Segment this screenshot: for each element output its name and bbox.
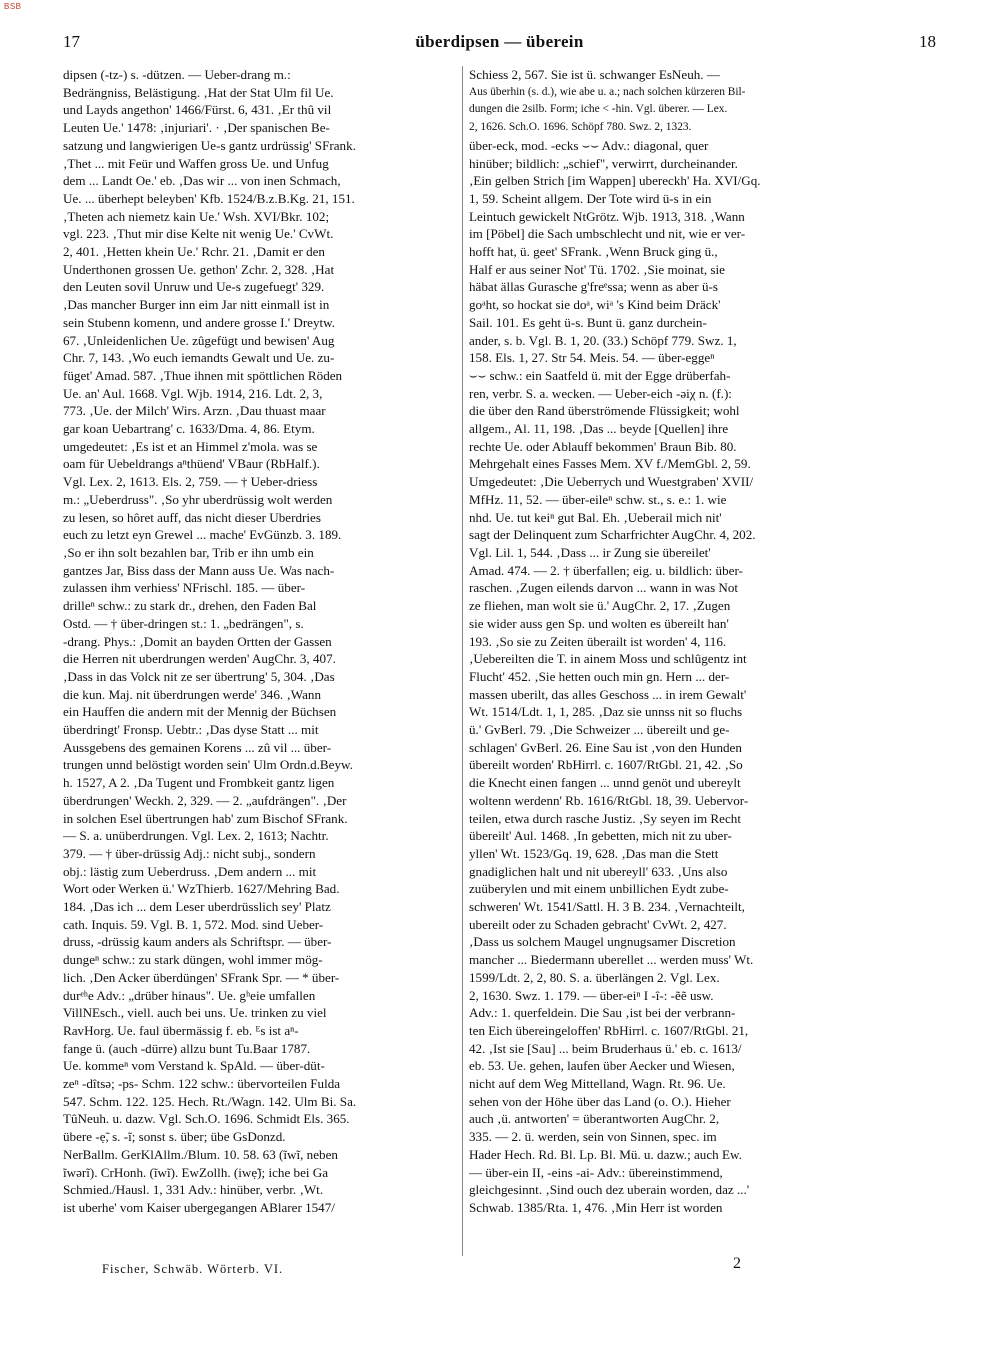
left-column — [63, 66, 458, 1266]
right-column-line: raschen. ‚Zugen eilends darvon ... wann in was Not — [469, 580, 739, 596]
left-column-line: euch zu letzt eyn Grewel ... mache' EvGünzb. 3. 189. — [63, 527, 342, 543]
left-column-line: m.: „Ueberdruss". ‚So yhr uberdrüssig wolt werden — [63, 491, 333, 507]
left-column-line: drilleⁿ schw.: zu stark dr., drehen, den Faden Bal — [63, 598, 317, 614]
left-column-line: durᵉʰe Adv.: „drüber hinaus". Ue. gʰeie umfallen — [63, 987, 316, 1003]
left-column-line: VillNEsch., viell. auch bei uns. Ue. trinken zu viel — [63, 1005, 327, 1021]
right-column-line: goᵃht, so hockat sie doᵃ, wiᵃ 's Kind beim Dräck' — [469, 297, 721, 313]
library-stamp: BSB — [4, 2, 22, 11]
left-column-line: h. 1527, A 2. ‚Da Tugent und Frombkeit gantz ligen — [63, 775, 335, 791]
left-column-line: dungeⁿ schw.: zu stark düngen, wohl immer mög- — [63, 952, 323, 968]
right-column-line: woltenn werdenn' Rb. 1616/RtGbl. 18, 39. Uebervor- — [469, 792, 749, 808]
left-column-line: den Leuten sovil Unruw und Ue-s zugefuegt' 329. — [63, 279, 325, 295]
right-column-line: Mehrgehalt eines Fasses Mem. XV f./MemGbl. 2, 59. — [469, 456, 751, 472]
left-column-line: zu lesen, so hôret auff, das nicht dieser Uberdries — [63, 509, 321, 525]
right-column-line: Vgl. Lil. 1, 544. ‚Dass ... ir Zung sie übereilet' — [469, 544, 711, 560]
right-column-line: ubereilt oder zu Schaden gebracht' CvWt. 2, 427. — [469, 916, 727, 932]
right-column-line: ‚Uebereilten die T. in ainem Moss und schlûgentz int — [469, 651, 747, 667]
left-column-line: TûNeuh. u. dazw. Vgl. Sch.O. 1696. Schmidt Els. 365. — [63, 1111, 350, 1127]
left-column-line: ‚Dass in das Volck nit ze ser übertrung' 5, 304. ‚Das — [63, 668, 335, 684]
right-column-line: hofft hat, ü. geet' SFrank. ‚Wenn Bruck ging ü., — [469, 244, 718, 260]
left-column-line: in solchen Esel übertrungen hab' zum Bischof SFrank. — [63, 810, 348, 826]
column-divider — [462, 66, 463, 1256]
left-column-line: ‚Das mancher Burger inn eim Jar nitt einmall ist in — [63, 297, 330, 313]
right-column-line: Leintuch gewickelt NtGrötz. Wjb. 1913, 318. ‚Wann — [469, 208, 745, 224]
right-column-line: 42. ‚Ist sie [Sau] ... beim Bruderhaus ü.' eb. c. 1613/ — [469, 1040, 742, 1056]
left-column-line: fange ü. (auch -dürre) allzu bunt Tu.Baar 1787. — [63, 1040, 311, 1056]
left-column-line: ‚Theten ach niemetz kain Ue.' Wsh. XVI/Bkr. 102; — [63, 208, 330, 224]
right-column-line: ze fliehen, man wolt sie ü.' AugChr. 2, 17. ‚Zugen — [469, 598, 731, 614]
right-column-line: — über-ein II, -eins -ai- Adv.: übereinstimmend, — [469, 1164, 723, 1180]
right-column-line: massen uberilt, das alles Geschoss ... in irem Gewalt' — [469, 686, 747, 702]
page-number-left: 17 — [63, 32, 80, 51]
left-column-line: obj.: lästig zum Ueberdruss. ‚Dem andern ... mit — [63, 863, 317, 879]
right-column-line: yllen' Wt. 1523/Gq. 19, 628. ‚Das man die Stett — [469, 845, 719, 861]
left-column-line: 773. ‚Ue. der Milch' Wirs. Arzn. ‚Dau thuast maar — [63, 403, 326, 419]
right-column-line: übereilt' Aul. 1468. ‚In gebetten, mich nit zu uber- — [469, 828, 732, 844]
right-column-line: ü.' GvBerl. 79. ‚Die Schweizer ... übereilt und ge- — [469, 722, 730, 738]
right-column-line: gnadiglichen halt und nit ubereyll' 633. ‚Uns also — [469, 863, 728, 879]
left-column-line: satzung und langwierigen Ue-s gantz urdrüssig' SFrank. — [63, 137, 356, 153]
left-column-line: vgl. 223. ‚Thut mir dise Kelte nit wenig Ue.' CvWt. — [63, 226, 334, 242]
right-column-line: hinüber; bildlich: „schief", verwirrt, durcheinander. — [469, 155, 738, 171]
right-column-line: nicht auf dem Weg Mittelland, Wagn. Rt. 96. Ue. — [469, 1076, 726, 1092]
left-column-line: Wort oder Werken ü.' WzThierb. 1627/Mehring Bad. — [63, 881, 340, 897]
left-column-line: -drang. Phys.: ‚Domit an bayden Ortten der Gassen — [63, 633, 332, 649]
left-column-line: dem ... Landt Oe.' eb. ‚Das wir ... von inen Schmach, — [63, 173, 341, 189]
left-column-line: dipsen (-tz-) s. -dützen. — Ueber-drang m.: — [63, 67, 291, 82]
left-column-line: oam für Uebeldrangs aⁿthüend' VBaur (RbHalf.). — [63, 456, 320, 472]
right-column-line: ren, verbr. S. a. wecken. — Ueber-eich -əiχ n. (f.): — [469, 385, 732, 401]
left-column-line: Ostd. — † über-dringen st.: 1. „bedrängen", s. — [63, 615, 304, 631]
left-column-line: Ue. kommeⁿ vom Verstand k. SpAld. — über-düt- — [63, 1058, 325, 1074]
right-column-line: eb. 53. Ue. gehen, laufen über Aecker und Wiesen, — [469, 1058, 735, 1074]
left-column-line: ‚Thet ... mit Feür und Waffen gross Ue. und Unfug — [63, 155, 329, 171]
left-column-line: RavHorg. Ue. faul übermässig f. eb. ᴱs ist aⁿ- — [63, 1022, 299, 1038]
right-column-line: Wt. 1514/Ldt. 1, 1, 285. ‚Daz sie unnss nit so fluchs — [469, 704, 743, 720]
left-column-line: 67. ‚Unleidenlichen Ue. zûgefügt und bewisen' Aug — [63, 332, 335, 348]
right-column-line: rechte Ue. oder Ablauff bekommen' Braun Bib. 80. — [469, 438, 737, 454]
left-column-line: Vgl. Lex. 2, 1613. Els. 2, 759. — † Ueber-driess — [63, 474, 318, 490]
right-column-line: Half er aus seiner Not' Tü. 1702. ‚Sie moinat, sie — [469, 261, 725, 277]
right-column-line: teilen, etwa durch rasche Justiz. ‚Sy seyen im Recht — [469, 810, 741, 826]
right-column-line: Aus überhin (s. d.), wie abe u. a.; nach solchen kürzeren Bil- — [469, 85, 746, 98]
right-column-line: im [Pöbel] die Sach umbschlecht und nit, wie er ver- — [469, 226, 746, 242]
left-column-line: die Herren nit uberdrungen werden' AugChr. 3, 407. — [63, 651, 336, 667]
signature-footer: Fischer, Schwäb. Wörterb. VI. — [102, 1262, 284, 1276]
right-column-line: häbat ällas Gurasche g'freᵉssa; wenn as aber ü-s — [469, 279, 718, 295]
right-column-line: sagt der Delinquent zum Scharfrichter AugChr. 4, 202. — [469, 527, 756, 543]
left-column-line: lich. ‚Den Acker überdüngen' SFrank Spr. — * über- — [63, 969, 340, 985]
right-column-line: 2, 1630. Swz. 1. 179. — über-eiⁿ I -î-: -ẽẽ usw. — [469, 987, 714, 1003]
right-column-line: 158. Els. 1, 27. Str 54. Meis. 54. — über-eggeⁿ — [469, 350, 715, 366]
left-column-line: und Layds angethon' 1466/Fürst. 6, 431. ‚Er thû vil — [63, 102, 332, 118]
left-column-line: gar koan Uebartrang' c. 1633/Dma. 4, 86. Etym. — [63, 421, 315, 437]
page-header — [63, 32, 936, 54]
right-column-line: Hader Hech. Rd. Bl. Lp. Bl. Mü. u. dazw.; auch Ew. — [469, 1146, 742, 1162]
right-column-line: dungen die 2silb. Form; iche < -hin. Vgl. überer. — Lex. — [469, 103, 728, 116]
left-column-line: ein Hauffen die andern mit der Mennig der Büchsen — [63, 704, 337, 720]
left-column-line: Aussgebens des gemainen Korens ... zû vil ... über- — [63, 739, 332, 755]
left-column-line: überdringt' Fronsp. Uebtr.: ‚Das dyse Statt ... mit — [63, 722, 319, 738]
right-column-line: mancher ... Biedermann uberellet ... werden muss' Wt. — [469, 952, 754, 968]
running-head: überdipsen — überein — [415, 32, 584, 51]
right-column-line: Umgedeutet: ‚Die Ueberrych und Wuestgraben' XVII/ — [469, 474, 754, 490]
right-column-line: 1, 59. Scheint allgem. Der Tote wird ü-s in ein — [469, 190, 712, 206]
left-column-line: Ue. ... überhept beleyben' Kfb. 1524/B.z.B.Kg. 21, 151. — [63, 190, 355, 206]
right-column-line: ten Eich übereingeloffen' RbHirrl. c. 1607/RtGbl. 21, — [469, 1022, 749, 1038]
right-column-line: schlagen' GvBerl. 26. Eine Sau ist ‚von den Hunden — [469, 739, 742, 755]
right-column-line: 193. ‚So sie zu Zeiten überailt ist worden' 4, 116. — [469, 633, 727, 649]
page-number-right: 18 — [919, 32, 936, 51]
right-column-line: übereilt worden' RbHirrl. c. 1607/RtGbl. 21, 42. ‚So — [469, 757, 743, 773]
left-column-line: 379. — † über-drüssig Adj.: nicht subj., sondern — [63, 845, 316, 861]
right-column-line: die Knecht einen fangen ... unnd genöt und ubereylt — [469, 775, 741, 791]
left-column-line: ist uberhe' vom Kaiser ubergegangen ABlarer 1547/ — [63, 1200, 335, 1215]
right-column-line: ‚Ein gelben Strich [im Wappen] ubereckh' Ha. XVI/Gq. — [469, 173, 761, 189]
right-column-line: gleichgesinnt. ‚Sind ouch dez uberain worden, daz ...' — [469, 1182, 750, 1198]
sheet-signature: 2 — [733, 1255, 741, 1272]
right-column-line: Sail. 101. Es geht ü-s. Bunt ü. ganz durchein- — [469, 314, 707, 330]
left-column-line: umgedeutet: ‚Es ist et an Himmel z'mola. was se — [63, 438, 318, 454]
left-column-line: überdrungen' Weckh. 2, 329. — 2. „aufdrängen". ‚Der — [63, 792, 347, 808]
right-column-line: ⌣⌣ schw.: ein Saatfeld ü. mit der Egge drüberfah- — [469, 367, 731, 383]
left-column-line: gantzes Jar, Biss dass der Mann auss Ue. Was nach- — [63, 562, 335, 578]
left-column-line: Bedrängniss, Belästigung. ‚Hat der Stat Ulm fil Ue. — [63, 84, 334, 100]
right-column-line: sie wider auss gen Sp. und wolten es übereilt han' — [469, 615, 729, 631]
left-column-line: Ue. an' Aul. 1668. Vgl. Wjb. 1914, 216. Ldt. 2, 3, — [63, 385, 323, 401]
right-column-line: 1599/Ldt. 2, 2, 80. S. a. überlängen 2. Vgl. Lex. — [469, 969, 720, 985]
left-column-line: übere -ẹ̃, s. -ĩ; sonst s. über; übe GsDonzd. — [63, 1129, 286, 1145]
right-column-line: allgem., Al. 11, 198. ‚Das ... beyde [Quellen] ihre — [469, 421, 729, 437]
right-column-line: sehen von der Höhe über das Land (o. O.). Hieher — [469, 1093, 731, 1109]
right-column-line: Schwab. 1385/Rta. 1, 476. ‚Min Herr ist worden — [469, 1200, 723, 1215]
left-column-line: die kun. Maj. nit überdrungen werde' 346. ‚Wann — [63, 686, 322, 702]
left-column-line: Schmied./Hausl. 1, 331 Adv.: hinüber, verbr. ‚Wt. — [63, 1182, 324, 1198]
left-column-line: ĩwərĩ). CrHonh. (ĩwĩ). EwZollh. (iwẹ̃); iche bei Ga — [63, 1164, 329, 1180]
right-column-line: 335. — 2. ü. werden, sein von Sinnen, spec. im — [469, 1129, 717, 1145]
right-column-line: Flucht' 452. ‚Sie hetten ouch min gn. Hern ... der- — [469, 668, 730, 684]
left-column-line: Underthonen grossen Ue. gethon' Zchr. 2, 328. ‚Hat — [63, 261, 335, 277]
left-column-line: füget' Amad. 587. ‚Thue ihnen mit spöttlichen Röden — [63, 367, 343, 383]
left-column-line: 184. ‚Das ich ... dem Leser uberdrüsslich sey' Platz — [63, 899, 331, 915]
left-column-line: Chr. 7, 143. ‚Wo euch iemandts Gewalt und Ue. zu- — [63, 350, 335, 366]
left-column-line: ‚So er ihn solt bezahlen bar, Trib er ihn umb ein — [63, 544, 314, 560]
right-column-line: Adv.: 1. querfeldein. Die Sau ‚ist bei der verbrann- — [469, 1005, 736, 1021]
right-column-line: nhd. Ue. tut keiⁿ gut Bal. Eh. ‚Ueberail mich nit' — [469, 509, 722, 525]
left-column-line: sein Stubenn komenn, und andere grosse I.' Dreytw. — [63, 314, 336, 330]
right-column-line: 2, 1626. Sch.O. 1696. Schöpf 780. Swz. 2, 1323. — [469, 121, 692, 134]
left-column-line: zulassen ihm verhiess' NFrischl. 185. — über- — [63, 580, 306, 596]
right-column-line: Amad. 474. — 2. † überfallen; eig. u. bildlich: über- — [469, 562, 743, 578]
right-column-line: zuüberylen und mit einem unbillichen Eydt zube- — [469, 881, 729, 897]
left-column-line: Leuten Ue.' 1478: ‚injuriari'. · ‚Der spanischen Be- — [63, 120, 330, 136]
right-column-line: ‚Dass us solchem Maugel ungnugsamer Discretion — [469, 934, 736, 950]
right-column-line: die über den Rand überströmende Flüssigkeit; wohl — [469, 403, 740, 419]
right-column-line: über-eck, mod. -ecks ⌣⌣ Adv.: diagonal, quer — [469, 137, 709, 153]
left-column-line: druss, -drüssig kaum anders als Schriftspr. — über- — [63, 934, 332, 950]
left-column-line: 547. Schm. 122. 125. Hech. Rt./Wagn. 142. Ulm Bi. Sa. — [63, 1093, 357, 1109]
left-column-line: trungen unnd belöstigt worden sein' Ulm Ordn.d.Beyw. — [63, 757, 353, 773]
right-column-line: schweren' Wt. 1541/Sattl. H. 3 B. 234. ‚Vernachteilt, — [469, 899, 745, 915]
right-column-line: ander, s. b. Vgl. B. 1, 20. (33.) Schöpf 779. Swz. 1, — [469, 332, 737, 348]
left-column-line: NerBallm. GerKlAllm./Blum. 10. 58. 63 (ĩwĩ, neben — [63, 1146, 338, 1162]
right-column — [469, 66, 862, 1266]
left-column-line: cath. Inquis. 59. Vgl. B. 1, 572. Mod. sind Ueber- — [63, 916, 324, 932]
right-column-line: auch ‚ü. antworten' = überantworten AugChr. 2, — [469, 1111, 720, 1127]
left-column-line: zeⁿ -dîtsə; -ps- Schm. 122 schw.: übervorteilen Fulda — [63, 1076, 341, 1092]
right-column-line: MfHz. 11, 52. — über-eileⁿ schw. st., s. e.: 1. wie — [469, 491, 727, 507]
left-column-line: — S. a. unüberdrungen. Vgl. Lex. 2, 1613; Nachtr. — [63, 828, 329, 844]
left-column-line: 2, 401. ‚Hetten khein Ue.' Rchr. 21. ‚Damit er den — [63, 244, 325, 260]
right-column-line: Schiess 2, 567. Sie ist ü. schwanger EsNeuh. — — [469, 67, 720, 82]
